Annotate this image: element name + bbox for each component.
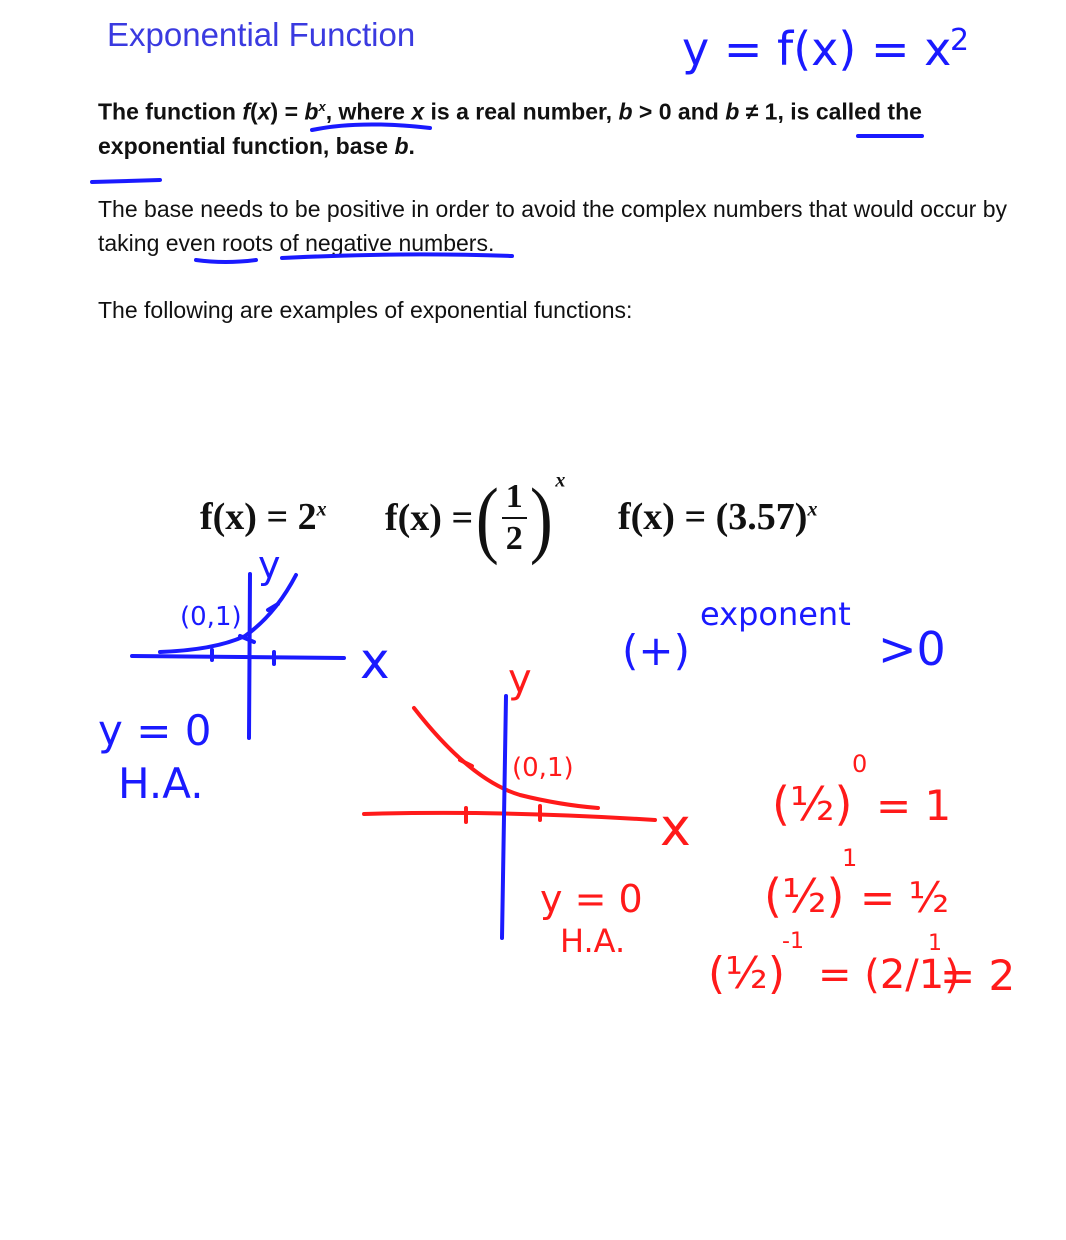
close-paren: ) (529, 470, 553, 566)
graph2-point-label: (0,1) (512, 753, 574, 783)
positive-sign: (+) (622, 626, 690, 675)
underline-called (92, 180, 160, 182)
definition-b: b (394, 132, 409, 159)
graph2-y-label: y (508, 656, 532, 702)
examples-intro: The following are examples of exponential functions: (98, 297, 633, 323)
definition-text: ≠ 1, is called the exponential function, base (98, 98, 922, 159)
graph2-ha: H.A. (560, 922, 626, 960)
greater-than-zero: >0 (878, 622, 946, 676)
red-annotations (364, 708, 655, 822)
formula-exponent: x (555, 469, 566, 492)
red-handwritten-text (508, 656, 1015, 1000)
definition-text: is a real number, (424, 98, 619, 125)
definition-text: , where (325, 98, 412, 125)
exponent-word: exponent (700, 595, 851, 633)
definition-text: . (408, 132, 415, 159)
formula-lhs: f(x) = (385, 497, 474, 539)
graph1-asymptote: y = 0 (98, 706, 212, 755)
definition-b: b (725, 98, 740, 125)
two-over-one-exponent: 1 (928, 931, 942, 956)
top-equation: y = f(x) = x (682, 22, 952, 76)
fraction-numerator: 1 (502, 477, 527, 519)
graph2-asymptote: y = 0 (540, 877, 643, 921)
definition-b: b (618, 98, 633, 125)
graph1-x-label: x (360, 632, 390, 690)
graph2-mark (460, 760, 472, 766)
graph2-y-axis (502, 696, 506, 938)
graph1-ha: H.A. (118, 759, 204, 808)
half-power-neg-one: (½) (708, 948, 785, 999)
open-paren: ( (475, 470, 499, 566)
definition-exponent: x (318, 99, 326, 114)
half-power-neg-one-exponent: -1 (782, 929, 804, 954)
graph2-x-axis (364, 813, 655, 820)
definition-text: The function (98, 98, 243, 125)
base-explanation: The base needs to be positive in order to avoid the complex numbers that would occur by taking even roots of negative numbers. (98, 196, 1008, 256)
graph1-y-label: y (258, 543, 281, 587)
half-power-zero-result: = 1 (876, 781, 952, 830)
formula-lhs: f(x) = 2 (200, 496, 317, 538)
graph1-x-axis (132, 656, 344, 658)
underline-occur (196, 260, 256, 262)
blue-handwritten-text (98, 22, 969, 808)
definition-text: ( (250, 98, 258, 125)
half-power-zero: (½) (772, 777, 853, 831)
two-over-one: = (2/1) (818, 952, 960, 998)
result-two: = 2 (940, 951, 1016, 1000)
definition-f: f (242, 98, 251, 125)
graph2-x-label: x (660, 798, 691, 858)
formula-exponent: x (807, 498, 818, 521)
half-power-one: (½) (764, 869, 845, 923)
definition-text: > 0 and (632, 98, 726, 125)
top-exponent: 2 (950, 23, 970, 58)
half-power-one-result: = ½ (860, 873, 950, 922)
definition-text: ) = (270, 98, 305, 125)
underline-bx (312, 124, 430, 130)
graph2-y-axis-group (502, 696, 506, 938)
fraction-denominator: 2 (505, 520, 523, 557)
blue-annotations (92, 124, 922, 738)
half-power-one-exponent: 1 (842, 844, 858, 872)
graph1-y-axis (249, 574, 250, 738)
formula-lhs: f(x) = (3.57) (618, 496, 808, 538)
half-power-zero-exponent: 0 (852, 750, 868, 778)
definition-b: b (304, 98, 319, 125)
definition-x: x (257, 98, 271, 125)
underline-even-roots (282, 254, 512, 258)
definition-x: x (411, 98, 425, 125)
graph1-point-label: (0,1) (180, 602, 242, 632)
formula-exponent: x (316, 498, 327, 521)
page-title: Exponential Function (107, 16, 416, 53)
